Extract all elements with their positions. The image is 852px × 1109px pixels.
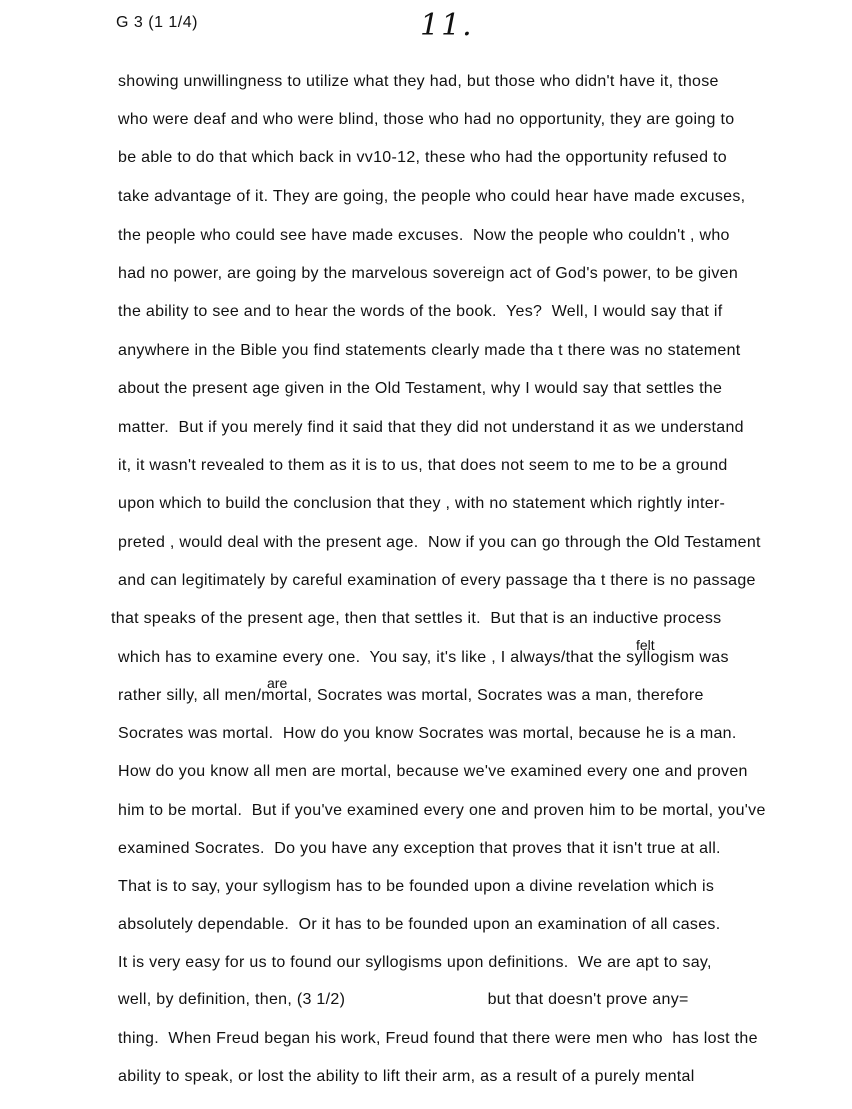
text-line: rather silly, all men/mortal, Socrates was mortal, Socrates was a man, therefore: [118, 687, 704, 704]
text-line: upon which to build the conclusion that they , with no statement which rightly inter-: [118, 495, 726, 512]
text-line: thing. When Freud began his work, Freud found that there were men who has lost the: [118, 1030, 758, 1047]
text-line: anywhere in the Bible you find statements clearly made tha t there was no statement: [118, 342, 741, 359]
text-line: Socrates was mortal. How do you know Socrates was mortal, because he is a man.: [118, 725, 737, 742]
text-line: How do you know all men are mortal, because we've examined every one and proven: [118, 763, 748, 780]
text-line: That is to say, your syllogism has to be founded upon a divine revelation which is: [118, 878, 715, 895]
handwritten-insert: are: [267, 675, 288, 691]
text-line: preted , would deal with the present age. Now if you can go through the Old Testament: [118, 534, 761, 551]
text-line: matter. But if you merely find it said that they did not understand it as we understand: [118, 419, 744, 436]
text-line: the ability to see and to hear the words of the book. Yes? Well, I would say that if: [118, 303, 723, 320]
text-line: showing unwillingness to utilize what they had, but those who didn't have it, those: [118, 73, 719, 90]
text-line: ability to speak, or lost the ability to lift their arm, as a result of a purely mental: [118, 1068, 695, 1085]
text-line: which has to examine every one. You say, it's like , I always/that the syllogism was: [118, 649, 729, 666]
text-line: it, it wasn't revealed to them as it is to us, that does not seem to me to be a ground: [118, 457, 728, 474]
page-number: 11.: [420, 8, 474, 43]
text-line: well, by definition, then, (3 1/2) but that doesn't prove any=: [118, 991, 689, 1008]
text-line: It is very easy for us to found our syllogisms upon definitions. We are apt to say,: [118, 954, 712, 971]
text-line: about the present age given in the Old Testament, why I would say that settles the: [118, 380, 723, 397]
text-line: had no power, are going by the marvelous sovereign act of God's power, to be given: [118, 265, 739, 282]
text-line: be able to do that which back in vv10-12, these who had the opportunity refused to: [118, 149, 727, 166]
page-code: G 3 (1 1/4): [116, 14, 198, 31]
handwritten-insert: felt: [636, 637, 655, 653]
text-line: him to be mortal. But if you've examined every one and proven him to be mortal, you've: [118, 802, 766, 819]
text-line: the people who could see have made excuses. Now the people who couldn't , who: [118, 227, 730, 244]
text-line: and can legitimately by careful examination of every passage tha t there is no passage: [118, 572, 756, 589]
text-line: absolutely dependable. Or it has to be founded upon an examination of all cases.: [118, 916, 721, 933]
text-line: that speaks of the present age, then that settles it. But that is an inductive process: [111, 610, 722, 627]
text-line: take advantage of it. They are going, the people who could hear have made excuses,: [118, 188, 746, 205]
text-line: examined Socrates. Do you have any exception that proves that it isn't true at all.: [118, 840, 721, 857]
text-line: who were deaf and who were blind, those who had no opportunity, they are going to: [118, 111, 735, 128]
